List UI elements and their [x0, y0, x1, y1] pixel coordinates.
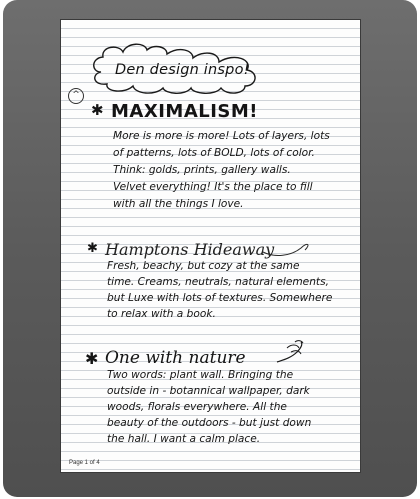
section1-line: Think: golds, prints, gallery walls.: [113, 164, 291, 176]
section2-line: to relax with a book.: [107, 308, 216, 320]
section2-line: but Luxe with lots of textures. Somewhere: [107, 292, 333, 304]
page-indicator: Page 1 of 4: [69, 460, 100, 466]
section3-line: beauty of the outdoors - but just down: [107, 417, 312, 429]
section2-line: Fresh, beachy, but cozy at the same: [107, 260, 300, 272]
section3-line: outside in - botannical wallpaper, dark: [107, 385, 310, 397]
section3-line: woods, florals everywhere. All the: [107, 401, 287, 413]
asterisk-icon: ✱: [87, 241, 98, 256]
chevron-up-icon[interactable]: ^: [68, 88, 84, 104]
leaf-swirl-doodle: [273, 338, 309, 366]
heading-maximalism: MAXIMALISM!: [111, 101, 259, 122]
section1-line: Velvet everything! It's the place to fill: [113, 181, 313, 193]
page-title: Den design inspo!: [115, 62, 250, 78]
heading-hamptons: Hamptons Hideaway: [105, 240, 275, 259]
section3-line: the hall. I want a calm place.: [107, 433, 261, 445]
section1-line: of patterns, lots of BOLD, lots of color.: [113, 147, 315, 159]
section3-line: Two words: plant wall. Bringing the: [107, 369, 294, 381]
notebook-page[interactable]: [60, 19, 361, 473]
asterisk-icon: ✱: [85, 349, 99, 368]
section1-line: More is more is more! Lots of layers, lots: [113, 130, 330, 142]
section2-line: time. Creams, neutrals, natural elements,: [107, 276, 329, 288]
heading-one-with-nature: One with nature: [105, 348, 246, 368]
section1-line: with all the things I love.: [113, 198, 244, 210]
asterisk-icon: ✱: [91, 101, 104, 119]
tablet-frame: [3, 0, 417, 497]
swash-underline: [261, 238, 313, 260]
